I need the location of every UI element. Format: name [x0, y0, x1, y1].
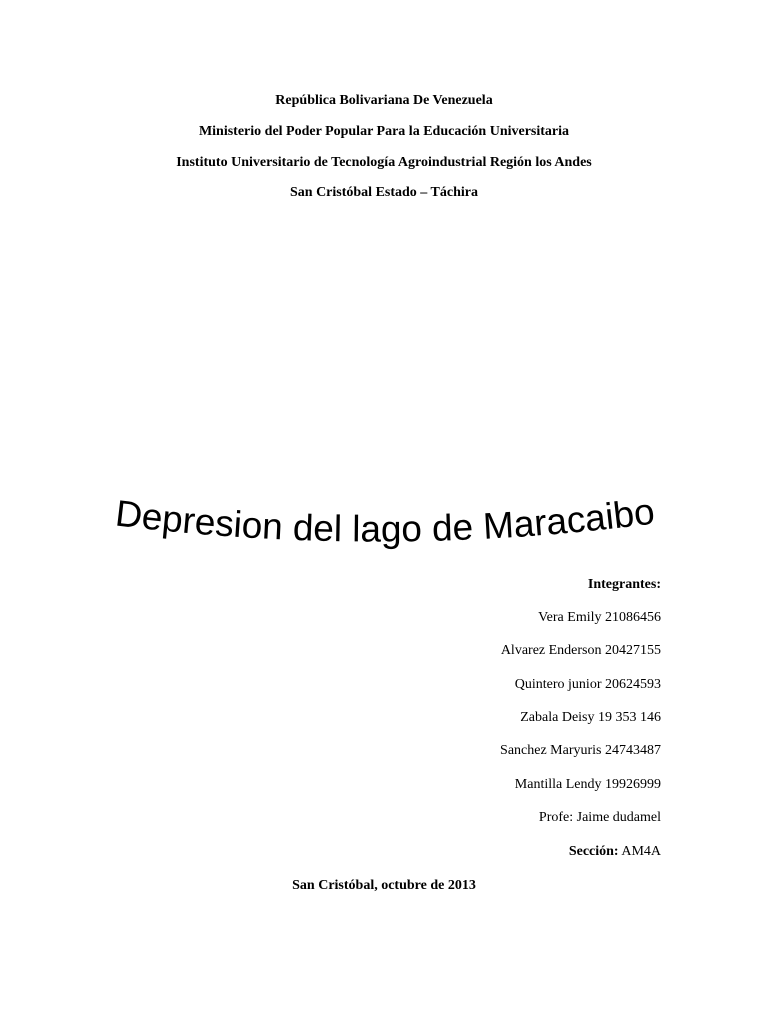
title-textpath: Depresion del lago de Maracaibo — [113, 492, 657, 550]
member-5: Sanchez Maryuris 24743487 — [500, 743, 661, 758]
member-1: Vera Emily 21086456 — [538, 610, 661, 625]
member-3: Quintero junior 20624593 — [514, 677, 661, 692]
section-line — [569, 843, 661, 861]
member-4: Zabala Deisy 19 353 146 — [520, 710, 661, 725]
section-value: AM4A — [621, 844, 661, 859]
header-ministry: Ministerio del Poder Popular Para la Educación Universitaria — [198, 124, 570, 139]
member-6: Mantilla Lendy 19926999 — [514, 777, 661, 792]
title-text — [113, 492, 657, 550]
place-date: San Cristóbal, octubre de 2013 — [292, 878, 476, 893]
section-label: Sección: — [568, 844, 619, 859]
members-label: Integrantes: — [587, 577, 661, 592]
header-location: San Cristóbal Estado – Táchira — [290, 185, 478, 200]
header-country: República Bolivariana De Venezuela — [275, 93, 493, 108]
title-wordart — [100, 492, 670, 562]
header-institute: Instituto Universitario de Tecnología Agroindustrial Región los Andes — [176, 155, 592, 170]
member-2: Alvarez Enderson 20427155 — [500, 643, 661, 658]
professor-line: Profe: Jaime dudamel — [538, 810, 661, 825]
document-title — [100, 492, 670, 562]
